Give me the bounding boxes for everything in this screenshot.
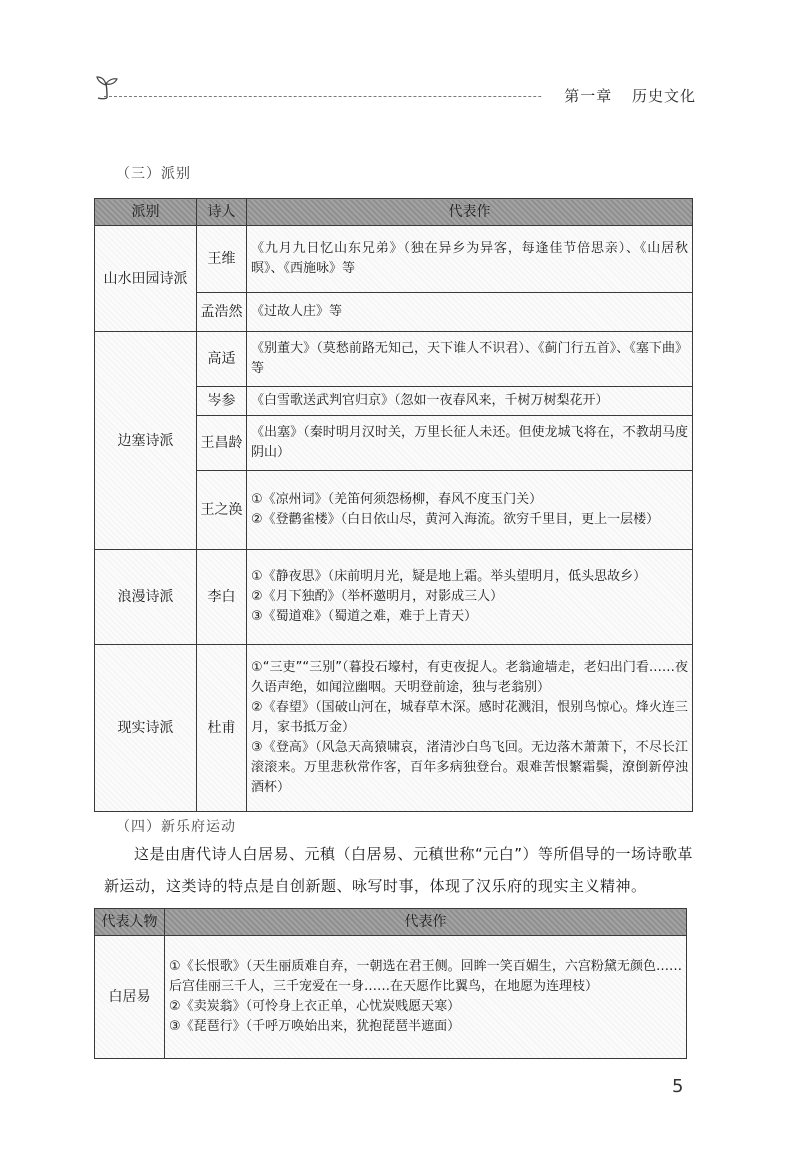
running-header xyxy=(542,85,704,106)
works-cell xyxy=(247,332,693,387)
poet-cell: 王昌龄 xyxy=(197,416,247,471)
poet-cell: 王之涣 xyxy=(197,471,247,550)
representative-poet-table xyxy=(94,908,687,1059)
table-header-row xyxy=(95,199,693,226)
column-header-works: 代表作 xyxy=(247,199,693,226)
column-header-works: 代表作 xyxy=(165,909,687,936)
section-heading-schools: （三）派别 xyxy=(116,166,191,182)
poet-cell: 王维 xyxy=(197,226,247,293)
poetry-schools-table xyxy=(94,198,693,812)
poet-cell: 高适 xyxy=(197,332,247,387)
yuefu-paragraph: 这是由唐代诗人白居易、元稹（白居易、元稹世称“元白”）等所倡导的一场诗歌革新运动，这类诗的特点是自创新题、咏写时事，体现了汉乐府的现实主义精神。 xyxy=(104,845,694,895)
works-cell xyxy=(247,416,693,471)
school-cell: 山水田园诗派 xyxy=(95,226,197,332)
work-entry: ②《春望》（国破山河在，城春草木深。感时花溅泪，恨别鸟惊心。烽火连三月，家书抵万金） xyxy=(251,700,688,735)
work-entry: 《白雪歌送武判官归京》（忽如一夜春风来，千树万树梨花开） xyxy=(251,393,609,408)
poet-cell: 白居易 xyxy=(95,936,165,1059)
work-entry: ①“三吏”“三别”（暮投石壕村，有吏夜捉人。老翁逾墙走，老妇出门看……夜久语声绝，如闻泣幽咽。天明登前途，独与老翁别） xyxy=(251,660,688,695)
work-entry: ③《登高》（风急天高猿啸哀，渚清沙白鸟飞回。无边落木萧萧下，不尽长江滚滚来。万里悲秋常作客，百年多病独登台。艰难苦恨繁霜鬓，潦倒新停浊酒杯） xyxy=(251,740,688,795)
poet-cell: 杜甫 xyxy=(197,645,247,812)
poet-cell: 岑参 xyxy=(197,387,247,416)
table-row xyxy=(95,332,693,387)
school-cell: 现实诗派 xyxy=(95,645,197,812)
table-row xyxy=(95,936,687,1059)
work-entry: ②《月下独酌》（举杯邀明月，对影成三人） xyxy=(251,589,504,604)
work-entry: ②《登鹳雀楼》（白日依山尽，黄河入海流。欲穷千里目，更上一层楼） xyxy=(251,512,660,527)
column-header-school: 派别 xyxy=(95,199,197,226)
chapter-label: 第一章 xyxy=(564,87,613,105)
works-cell xyxy=(247,471,693,550)
works-cell xyxy=(247,293,693,332)
work-entry: 《九月九日忆山东兄弟》（独在异乡为异客，每逢佳节倍思亲）、《山居秋暝》、《西施咏》等 xyxy=(251,241,688,276)
work-entry: ①《长恨歌》（天生丽质难自弃，一朝选在君王侧。回眸一笑百媚生，六宫粉黛无颜色……后宫佳丽三千人，三千宠爱在一身……在天愿作比翼鸟，在地愿为连理枝） xyxy=(169,959,682,994)
chapter-title: 历史文化 xyxy=(631,87,696,105)
poet-cell: 孟浩然 xyxy=(197,293,247,332)
section-heading-yuefu: （四）新乐府运动 xyxy=(116,819,236,835)
table-row xyxy=(95,550,693,645)
work-entry: 《过故人庄》等 xyxy=(251,304,343,319)
works-cell xyxy=(247,387,693,416)
work-entry: ①《凉州词》（羌笛何须怨杨柳，春风不度玉门关） xyxy=(251,492,543,507)
column-header-poet: 代表人物 xyxy=(95,909,165,936)
work-entry: ①《静夜思》（床前明月光，疑是地上霜。举头望明月，低头思故乡） xyxy=(251,569,647,584)
school-cell: 边塞诗派 xyxy=(95,332,197,550)
poet-cell: 李白 xyxy=(197,550,247,645)
work-entry: 《别董大》（莫愁前路无知己，天下谁人不识君）、《蓟门行五首》、《塞下曲》等 xyxy=(251,341,688,376)
table-header-row xyxy=(95,909,687,936)
works-cell xyxy=(247,645,693,812)
column-header-poet: 诗人 xyxy=(197,199,247,226)
table-row xyxy=(95,645,693,812)
school-cell: 浪漫诗派 xyxy=(95,550,197,645)
works-cell xyxy=(165,936,687,1059)
work-entry: ②《卖炭翁》（可怜身上衣正单，心忧炭贱愿天寒） xyxy=(169,999,461,1014)
work-entry: ③《蜀道难》（蜀道之难，难于上青天） xyxy=(251,609,478,624)
table-row xyxy=(95,226,693,293)
works-cell xyxy=(247,226,693,293)
work-entry: 《出塞》（秦时明月汉时关，万里长征人未还。但使龙城飞将在，不教胡马度阴山） xyxy=(251,425,688,460)
page-number: 5 xyxy=(672,1076,684,1097)
work-entry: ③《琵琶行》（千呼万唤始出来，犹抱琵琶半遮面） xyxy=(169,1019,461,1034)
works-cell xyxy=(247,550,693,645)
